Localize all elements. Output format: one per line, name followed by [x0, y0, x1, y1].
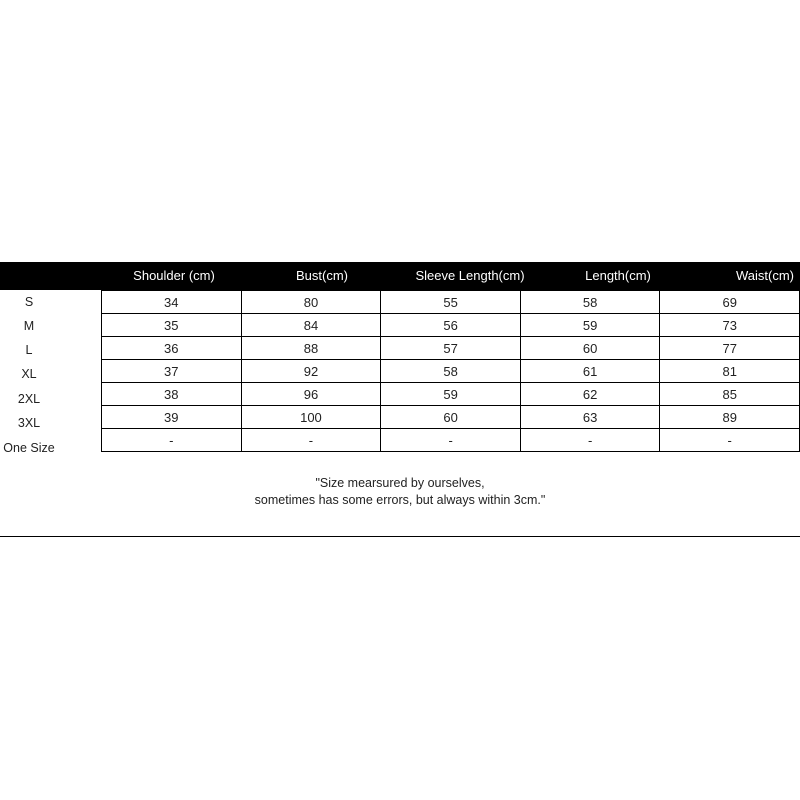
row-label-xl: XL — [21, 367, 37, 381]
cell-bust: - — [241, 429, 381, 452]
row-label-s: S — [24, 295, 34, 309]
cell-length: 59 — [520, 314, 660, 337]
table-row — [102, 383, 800, 406]
cell-sleeve-length: 59 — [381, 383, 521, 406]
table-row — [102, 291, 800, 314]
header-bust: Bust(cm) — [296, 268, 348, 283]
note-line-2: sometimes has some errors, but always within 3cm." — [254, 493, 546, 507]
cell-bust: 80 — [241, 291, 381, 314]
row-label-3xl: 3XL — [17, 416, 41, 430]
cell-length: 60 — [520, 337, 660, 360]
cell-waist: 81 — [660, 360, 800, 383]
cell-shoulder: 38 — [102, 383, 242, 406]
cell-waist: 69 — [660, 291, 800, 314]
cell-shoulder: 36 — [102, 337, 242, 360]
row-label-l: L — [25, 343, 33, 357]
cell-length: - — [520, 429, 660, 452]
cell-waist: - — [660, 429, 800, 452]
cell-shoulder: 35 — [102, 314, 242, 337]
cell-bust: 100 — [241, 406, 381, 429]
header-waist: Waist(cm) — [735, 268, 794, 283]
cell-shoulder: - — [102, 429, 242, 452]
cell-sleeve-length: 56 — [381, 314, 521, 337]
cell-sleeve-length: - — [381, 429, 521, 452]
cell-sleeve-length: 60 — [381, 406, 521, 429]
table-row — [102, 337, 800, 360]
cell-sleeve-length: 58 — [381, 360, 521, 383]
table-row — [102, 360, 800, 383]
cell-shoulder: 37 — [102, 360, 242, 383]
cell-length: 58 — [520, 291, 660, 314]
divider — [0, 536, 800, 537]
row-label-m: M — [23, 319, 35, 333]
cell-bust: 92 — [241, 360, 381, 383]
cell-length: 62 — [520, 383, 660, 406]
table-row — [102, 406, 800, 429]
row-label-2xl: 2XL — [17, 392, 41, 406]
header-length: Length(cm) — [585, 268, 651, 283]
cell-sleeve-length: 55 — [381, 291, 521, 314]
cell-sleeve-length: 57 — [381, 337, 521, 360]
cell-length: 61 — [520, 360, 660, 383]
measurement-note — [0, 475, 800, 509]
cell-waist: 89 — [660, 406, 800, 429]
header-shoulder: Shoulder (cm) — [133, 268, 215, 283]
cell-bust: 88 — [241, 337, 381, 360]
cell-waist: 77 — [660, 337, 800, 360]
table-row — [102, 314, 800, 337]
size-table — [101, 290, 800, 452]
table-row — [102, 429, 800, 452]
cell-shoulder: 34 — [102, 291, 242, 314]
row-label-one-size: One Size — [3, 441, 55, 455]
cell-shoulder: 39 — [102, 406, 242, 429]
cell-waist: 73 — [660, 314, 800, 337]
cell-bust: 84 — [241, 314, 381, 337]
table-header — [0, 262, 800, 290]
cell-waist: 85 — [660, 383, 800, 406]
header-sleeve-length: Sleeve Length(cm) — [415, 268, 525, 283]
cell-bust: 96 — [241, 383, 381, 406]
note-line-1: "Size mearsured by ourselves, — [315, 476, 485, 490]
cell-length: 63 — [520, 406, 660, 429]
